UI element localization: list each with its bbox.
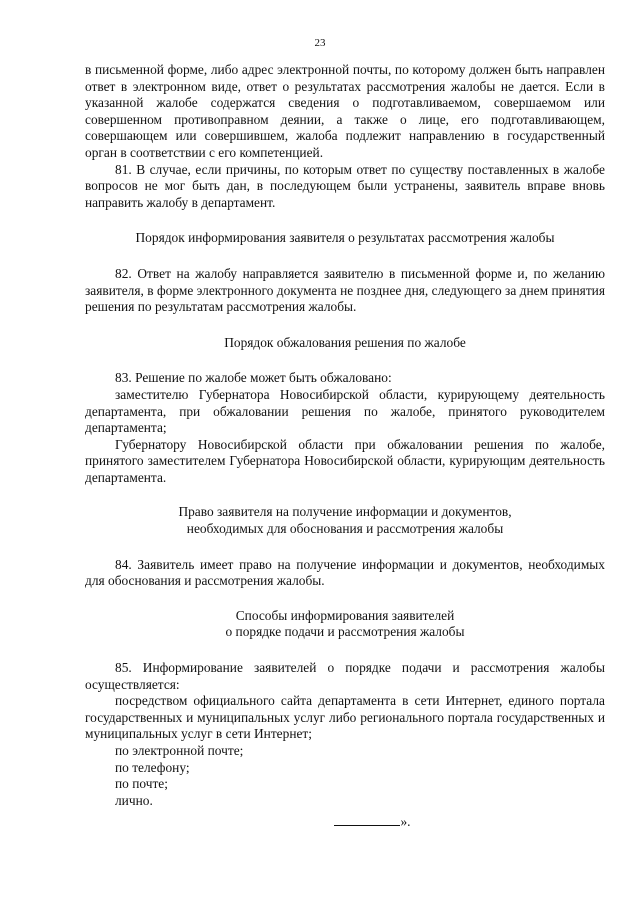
heading-line: о порядке подачи и рассмотрения жалобы	[225, 624, 465, 640]
paragraph-83: 83. Решение по жалобе может быть обжаловано:	[115, 370, 392, 386]
paragraph-83-item-deputy: заместителю Губернатора Новосибирской области, курирующему деятельность департамента, при обжаловании решения по жалобе, принятого руководителем департамента;	[85, 386, 605, 436]
paragraph-83-item-governor: Губернатору Новосибирской области при обжаловании решения по жалобе, принятого заместителем Губернатора Новосибирской области, курирующим деятельность департамента.	[85, 436, 605, 485]
paragraph-85-item-email: по электронной почте;	[115, 743, 244, 758]
paragraph-84: 84. Заявитель имеет право на получение информации и документов, необходимых для обоснования и рассмотрения жалобы.	[85, 556, 605, 589]
paragraph-85-item-phone: по телефону;	[115, 759, 190, 775]
heading-line: Способы информирования заявителей	[235, 607, 455, 623]
paragraph-82: 82. Ответ на жалобу направляется заявителю в письменной форме и, по желанию заявителя, в форме электронного документа не позднее дня, следующего за днем принятия решения по результатам рассмотрения жалобы.	[85, 265, 605, 315]
paragraph-81: 81. В случае, если причины, по которым ответ по существу поставленных в жалобе вопросов не мог быть дан, в последующем были устранены, заявитель вправе вновь направить жалобу в департамент.	[85, 161, 605, 210]
paragraph-85-item-mail: по почте;	[115, 776, 168, 792]
paragraph-85-item-website: посредством официального сайта департамента в сети Интернет, единого портала государственных и муниципальных услуг либо регионального портала государственных и муниципальных услуг в сети Интернет;	[85, 693, 605, 742]
paragraph-85-item-in-person: лично.	[115, 792, 153, 808]
closing-quote-mark: ».	[400, 814, 411, 830]
closing-line	[85, 813, 605, 831]
section-heading-right-to-information	[85, 504, 605, 537]
section-heading-informing-methods	[85, 608, 605, 641]
paragraph-continuation: в письменной форме, либо адрес электронной почты, по которому должен быть направлен ответ в электронном виде, ответ о результатах рассмотрения жалобы не дается. Если в указанной жалобе содержатся сведения о подготавливаемом, совершаемом или совершенном противоправном деянии, а также о лице, его подготавливающем, совершающем или совершившем, жалоба подлежит направлению в государственный орган в соответствии с его компетенцией.	[85, 62, 605, 160]
paragraph-85: 85. Информирование заявителей о порядке подачи и рассмотрения жалобы осуществляется:	[85, 660, 605, 692]
page-number: 23	[314, 37, 326, 49]
section-heading-appeal: Порядок обжалования решения по жалобе	[224, 334, 466, 350]
document-body	[85, 62, 605, 831]
signature-blank-line	[334, 813, 400, 826]
heading-line: Право заявителя на получение информации и документов,	[178, 504, 512, 520]
heading-line: необходимых для обоснования и рассмотрения жалобы	[186, 521, 504, 537]
section-heading-informing-results: Порядок информирования заявителя о результатах рассмотрения жалобы	[135, 230, 555, 246]
